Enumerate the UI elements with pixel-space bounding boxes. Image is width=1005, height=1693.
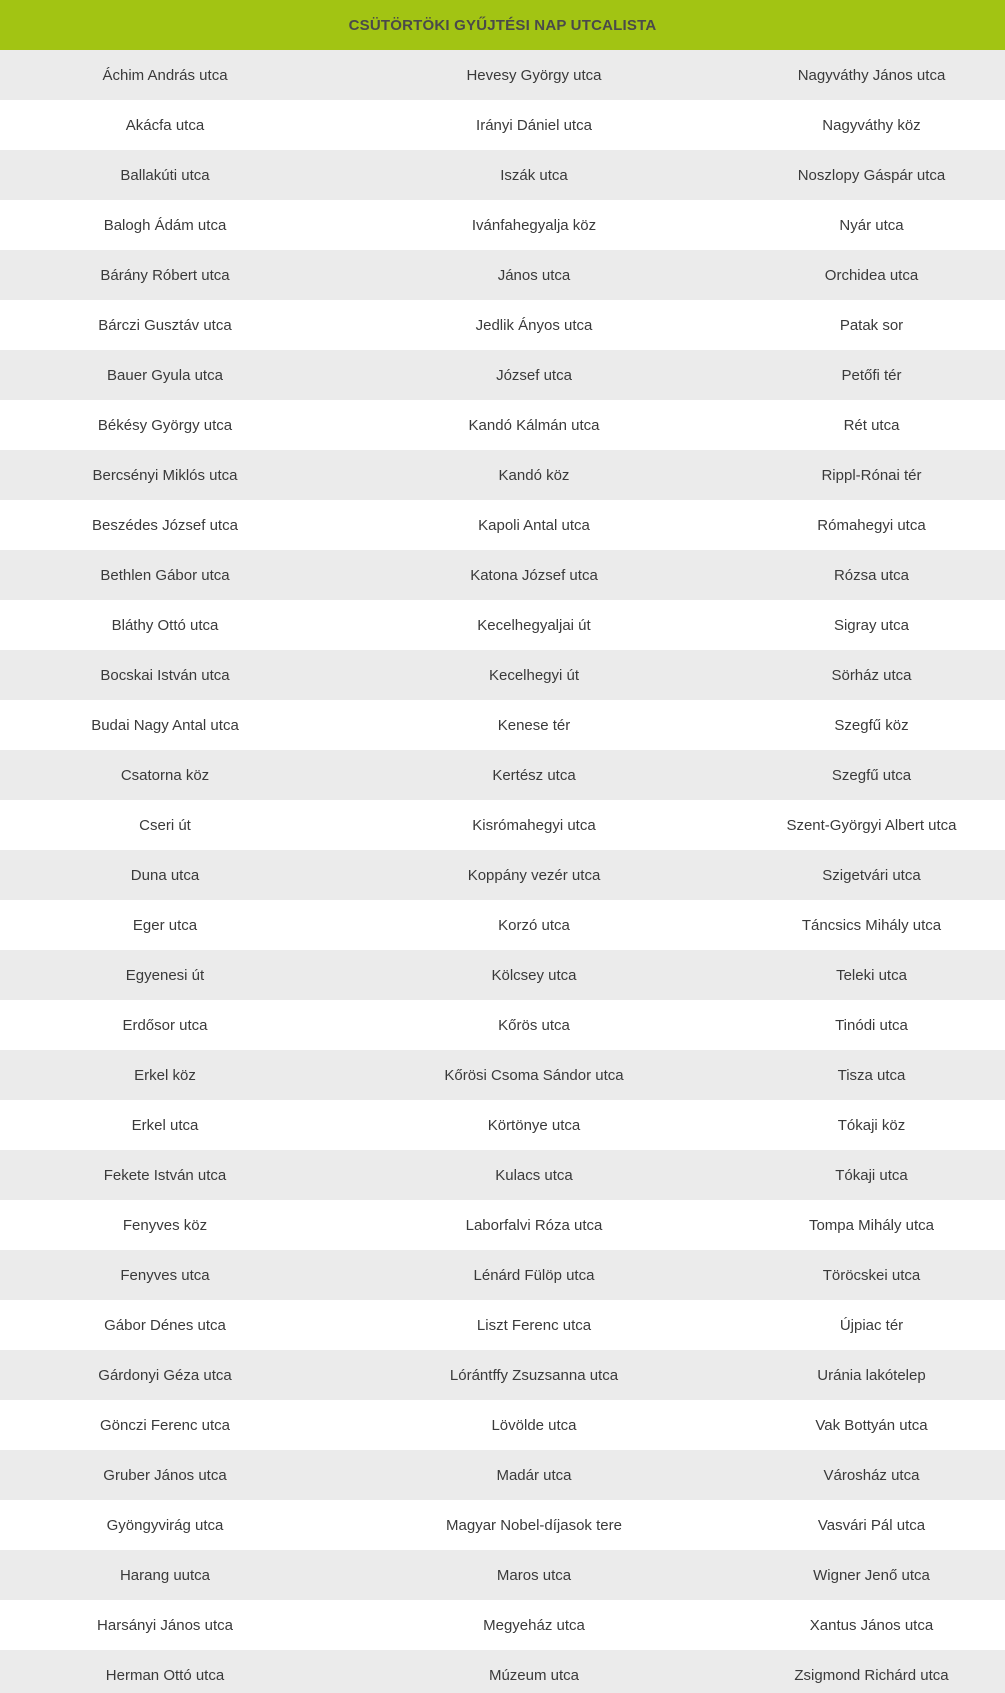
street-name-cell: Sörház utca <box>831 666 912 684</box>
table-row <box>0 400 1005 450</box>
street-name-cell: Ballakúti utca <box>120 166 210 184</box>
street-name-cell: Kisrómahegyi utca <box>472 816 596 834</box>
street-name-cell: Fekete István utca <box>103 1166 227 1184</box>
street-name-cell: Magyar Nobel-díjasok tere <box>446 1516 622 1534</box>
street-name-cell: Harang uutca <box>119 1566 211 1584</box>
street-name-cell: Laborfalvi Róza utca <box>465 1216 603 1234</box>
street-name-cell: Lövölde utca <box>491 1416 577 1434</box>
street-name-cell: Beszédes József utca <box>92 516 238 534</box>
street-name-cell: Gruber János utca <box>103 1466 227 1484</box>
table-row <box>0 200 1005 250</box>
street-name-cell: Békésy György utca <box>97 416 233 434</box>
street-name-cell: Újpiac tér <box>839 1316 904 1334</box>
street-name-cell: Bocskai István utca <box>100 666 230 684</box>
table-row <box>0 300 1005 350</box>
table-row <box>0 850 1005 900</box>
street-name-cell: Uránia lakótelep <box>817 1366 926 1384</box>
street-name-cell: Tókaji köz <box>837 1116 906 1134</box>
street-name-cell: Eger utca <box>132 916 198 934</box>
street-name-cell: Kőrös utca <box>498 1016 570 1034</box>
street-name-cell: Gábor Dénes utca <box>104 1316 226 1334</box>
street-name-cell: Iszák utca <box>500 166 568 184</box>
street-name-cell: Budai Nagy Antal utca <box>91 716 239 734</box>
table-title: CSÜTÖRTÖKI GYŰJTÉSI NAP UTCALISTA <box>348 16 657 34</box>
street-name-cell: Balogh Ádám utca <box>103 216 227 234</box>
street-name-cell: Harsányi János utca <box>97 1616 233 1634</box>
street-name-cell: Erkel utca <box>131 1116 199 1134</box>
street-name-cell: Rózsa utca <box>833 566 910 584</box>
street-name-cell: Petőfi tér <box>841 366 902 384</box>
street-name-cell: Orchidea utca <box>824 266 919 284</box>
street-name-cell: Herman Ottó utca <box>105 1666 225 1684</box>
street-name-cell: Patak sor <box>839 316 904 334</box>
street-name-cell: Fenyves köz <box>122 1216 208 1234</box>
street-name-cell: Kecelhegyaljai út <box>477 616 591 634</box>
street-name-cell: Rómahegyi utca <box>817 516 926 534</box>
table-row <box>0 1400 1005 1450</box>
street-name-cell: Szegfű utca <box>831 766 912 784</box>
street-name-cell: Tinódi utca <box>835 1016 908 1034</box>
street-name-cell: Cseri út <box>139 816 191 834</box>
table-body <box>0 50 1005 1693</box>
street-name-cell: Kandó Kálmán utca <box>468 416 600 434</box>
street-name-cell: Vasvári Pál utca <box>817 1516 926 1534</box>
street-name-cell: János utca <box>497 266 571 284</box>
table-row <box>0 750 1005 800</box>
table-row <box>0 900 1005 950</box>
table-row <box>0 250 1005 300</box>
street-name-cell: Gyöngyvirág utca <box>106 1516 224 1534</box>
street-name-cell: Fenyves utca <box>120 1266 210 1284</box>
table-row <box>0 1050 1005 1100</box>
table-row <box>0 1250 1005 1300</box>
street-name-cell: Megyeház utca <box>483 1616 585 1634</box>
street-name-cell: Lórántffy Zsuzsanna utca <box>449 1366 619 1384</box>
street-name-cell: Kecelhegyi út <box>488 666 580 684</box>
street-name-cell: Ivánfahegyalja köz <box>471 216 597 234</box>
street-name-cell: Madár utca <box>496 1466 572 1484</box>
table-header <box>0 0 1005 50</box>
table-row <box>0 1200 1005 1250</box>
table-row <box>0 950 1005 1000</box>
table-row <box>0 100 1005 150</box>
street-name-cell: Nagyváthy köz <box>822 116 921 134</box>
street-name-cell: Duna utca <box>130 866 200 884</box>
table-row <box>0 350 1005 400</box>
street-name-cell: Áchim András utca <box>102 66 228 84</box>
street-name-cell: Tókaji utca <box>835 1166 908 1184</box>
street-name-cell: Teleki utca <box>836 966 907 984</box>
table-row <box>0 650 1005 700</box>
street-name-cell: Tompa Mihály utca <box>808 1216 935 1234</box>
street-name-cell: Kandó köz <box>498 466 570 484</box>
street-name-cell: Szent-Györgyi Albert utca <box>786 816 957 834</box>
street-name-cell: Kulacs utca <box>495 1166 573 1184</box>
street-name-cell: Erkel köz <box>134 1066 196 1084</box>
table-row <box>0 1350 1005 1400</box>
street-name-cell: Bárány Róbert utca <box>100 266 230 284</box>
street-name-cell: Xantus János utca <box>809 1616 934 1634</box>
street-name-cell: Nyár utca <box>839 216 904 234</box>
street-name-cell: Lénárd Fülöp utca <box>473 1266 595 1284</box>
street-name-cell: Akácfa utca <box>125 116 205 134</box>
street-name-cell: Gárdonyi Géza utca <box>98 1366 232 1384</box>
street-name-cell: Irányi Dániel utca <box>476 116 592 134</box>
table-row <box>0 1300 1005 1350</box>
street-name-cell: Kertész utca <box>492 766 576 784</box>
street-name-cell: Szegfű köz <box>834 716 909 734</box>
street-name-cell: Táncsics Mihály utca <box>801 916 942 934</box>
street-name-cell: Tisza utca <box>837 1066 906 1084</box>
street-name-cell: Wigner Jenő utca <box>813 1566 930 1584</box>
street-name-cell: Noszlopy Gáspár utca <box>797 166 946 184</box>
street-name-cell: Kőrösi Csoma Sándor utca <box>444 1066 624 1084</box>
street-name-cell: Zsigmond Richárd utca <box>794 1666 949 1684</box>
street-name-cell: Jedlik Ányos utca <box>475 316 593 334</box>
street-name-cell: Liszt Ferenc utca <box>476 1316 592 1334</box>
street-name-cell: Kenese tér <box>497 716 571 734</box>
table-row <box>0 700 1005 750</box>
table-row <box>0 150 1005 200</box>
street-name-cell: Rippl-Rónai tér <box>821 466 922 484</box>
street-name-cell: Töröcskei utca <box>822 1266 921 1284</box>
street-name-cell: Bláthy Ottó utca <box>111 616 219 634</box>
street-name-cell: Csatorna köz <box>120 766 210 784</box>
table-row <box>0 1000 1005 1050</box>
table-row <box>0 1550 1005 1600</box>
table-row <box>0 1500 1005 1550</box>
street-name-cell: Bauer Gyula utca <box>107 366 223 384</box>
street-name-cell: Városház utca <box>823 1466 920 1484</box>
street-name-cell: Kapoli Antal utca <box>478 516 590 534</box>
street-name-cell: Koppány vezér utca <box>467 866 601 884</box>
table-row <box>0 1650 1005 1693</box>
table-row <box>0 800 1005 850</box>
street-name-cell: Gönczi Ferenc utca <box>99 1416 231 1434</box>
street-name-cell: Kölcsey utca <box>491 966 577 984</box>
street-name-cell: Rét utca <box>843 416 900 434</box>
table-row <box>0 50 1005 100</box>
street-name-cell: Vak Bottyán utca <box>815 1416 928 1434</box>
street-name-cell: Maros utca <box>496 1566 572 1584</box>
street-name-cell: Egyenesi út <box>125 966 205 984</box>
table-row <box>0 450 1005 500</box>
table-row <box>0 550 1005 600</box>
table-row <box>0 1100 1005 1150</box>
table-row <box>0 600 1005 650</box>
table-row <box>0 1450 1005 1500</box>
street-name-cell: Múzeum utca <box>488 1666 580 1684</box>
street-name-cell: József utca <box>496 366 572 384</box>
street-name-cell: Sigray utca <box>833 616 910 634</box>
street-name-cell: Hevesy György utca <box>466 66 602 84</box>
street-name-cell: Nagyváthy János utca <box>797 66 946 84</box>
street-name-cell: Korzó utca <box>498 916 570 934</box>
table-row <box>0 500 1005 550</box>
street-name-cell: Bethlen Gábor utca <box>100 566 230 584</box>
street-name-cell: Szigetvári utca <box>822 866 921 884</box>
street-name-cell: Katona József utca <box>470 566 598 584</box>
table-row <box>0 1600 1005 1650</box>
street-name-cell: Bárczi Gusztáv utca <box>98 316 232 334</box>
table-row <box>0 1150 1005 1200</box>
street-name-cell: Bercsényi Miklós utca <box>92 466 238 484</box>
street-name-cell: Erdősor utca <box>122 1016 208 1034</box>
street-name-cell: Körtönye utca <box>487 1116 581 1134</box>
